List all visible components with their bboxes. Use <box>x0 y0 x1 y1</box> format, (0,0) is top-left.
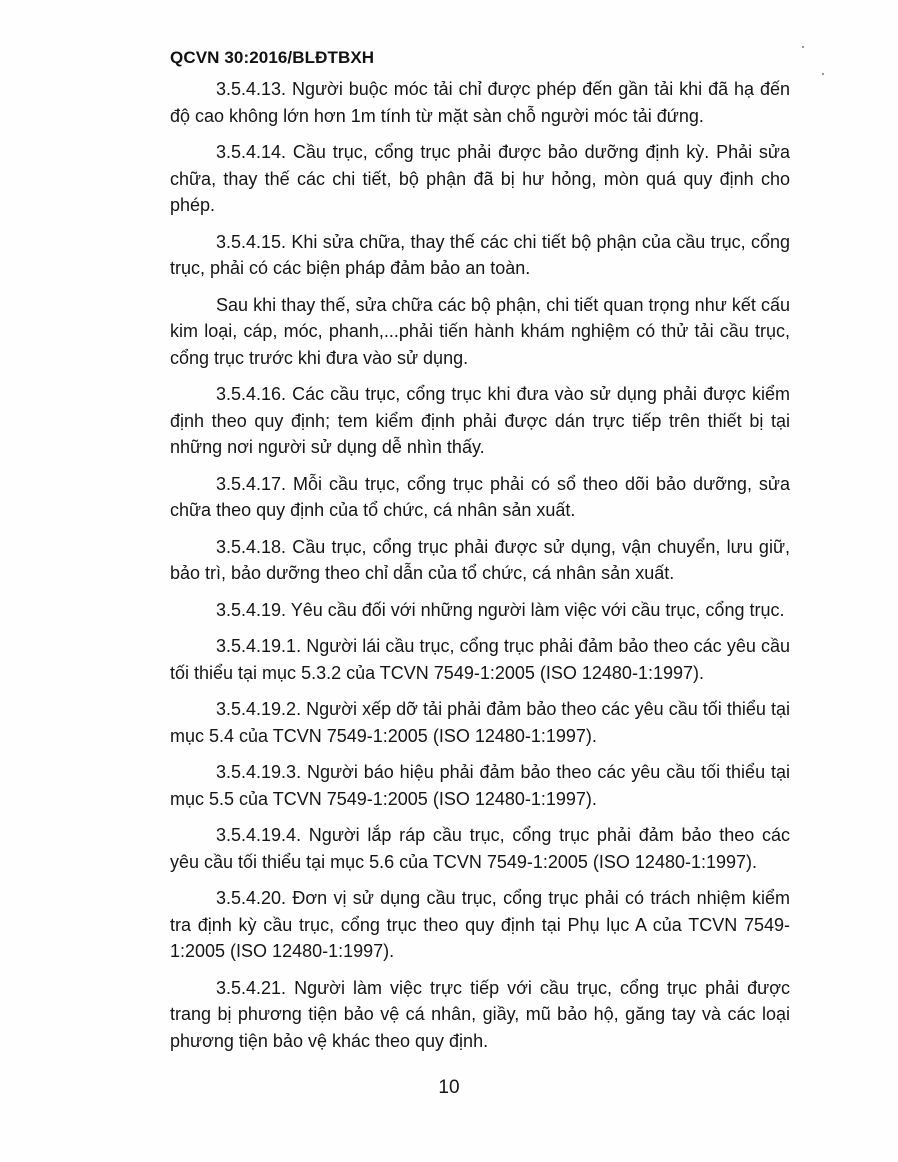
document-body <box>170 76 790 1064</box>
paragraph-3-5-4-19-4: 3.5.4.19.4. Người lắp ráp cầu trục, cổng trục phải đảm bảo theo các yêu cầu tối thiểu tại mục 5.6 của TCVN 7549-1:2005 (ISO 12480-1:1997). <box>170 825 790 872</box>
paragraph-3-5-4-19-2: 3.5.4.19.2. Người xếp dỡ tải phải đảm bảo theo các yêu cầu tối thiểu tại mục 5.4 của TCVN 7549-1:2005 (ISO 12480-1:1997). <box>170 699 790 746</box>
paragraph-3-5-4-17: 3.5.4.17. Mỗi cầu trục, cổng trục phải có sổ theo dõi bảo dưỡng, sửa chữa theo quy định của tổ chức, cá nhân sản xuất. <box>170 473 790 520</box>
paragraph-3-5-4-16: 3.5.4.16. Các cầu trục, cổng trục khi đưa vào sử dụng phải được kiểm định theo quy định; tem kiểm định phải được dán trực tiếp trên thiết bị tại những nơi người sử dụng dễ nhìn thấy. <box>170 384 790 457</box>
scan-speck <box>822 73 824 75</box>
paragraph-3-5-4-15-continued: Sau khi thay thế, sửa chữa các bộ phận, chi tiết quan trọng như kết cấu kim loại, cáp, móc, phanh,...phải tiến hành khám nghiệm có thử tải cầu trục, cổng trục trước khi đưa vào sử dụng. <box>170 294 790 368</box>
paragraph-3-5-4-19-3: 3.5.4.19.3. Người báo hiệu phải đảm bảo theo các yêu cầu tối thiểu tại mục 5.5 của TCVN 7549-1:2005 (ISO 12480-1:1997). <box>170 762 790 809</box>
paragraph-3-5-4-20: 3.5.4.20. Đơn vị sử dụng cầu trục, cổng trục phải có trách nhiệm kiểm tra định kỳ cầu trục, cổng trục theo quy định tại Phụ lục A của TCVN 7549-1:2005 (ISO 12480-1:1997). <box>170 888 790 961</box>
document-code-header: QCVN 30:2016/BLĐTBXH <box>170 48 375 67</box>
scan-speck <box>802 46 804 48</box>
paragraph-3-5-4-21: 3.5.4.21. Người làm việc trực tiếp với cầu trục, cổng trục phải được trang bị phương tiện bảo vệ cá nhân, giầy, mũ bảo hộ, găng tay và các loại phương tiện bảo vệ khác theo quy định. <box>170 977 790 1051</box>
paragraph-3-5-4-19: 3.5.4.19. Yêu cầu đối với những người làm việc với cầu trục, cổng trục. <box>216 599 785 620</box>
page-number: 10 <box>438 1077 460 1098</box>
paragraph-3-5-4-14: 3.5.4.14. Cầu trục, cổng trục phải được bảo dưỡng định kỳ. Phải sửa chữa, thay thế các chi tiết, bộ phận đã bị hư hỏng, mòn quá quy định cho phép. <box>170 142 790 215</box>
paragraph-3-5-4-18: 3.5.4.18. Cầu trục, cổng trục phải được sử dụng, vận chuyển, lưu giữ, bảo trì, bảo dưỡng theo chỉ dẫn của tổ chức, cá nhân sản xuất. <box>170 536 790 583</box>
paragraph-3-5-4-13: 3.5.4.13. Người buộc móc tải chỉ được phép đến gần tải khi đã hạ đến độ cao không lớn hơn 1m tính từ mặt sàn chỗ người móc tải đứng. <box>170 79 790 126</box>
paragraph-3-5-4-15: 3.5.4.15. Khi sửa chữa, thay thế các chi tiết bộ phận của cầu trục, cổng trục, phải có các biện pháp đảm bảo an toàn. <box>170 231 790 278</box>
paragraph-3-5-4-19-1: 3.5.4.19.1. Người lái cầu trục, cổng trục phải đảm bảo theo các yêu cầu tối thiểu tại mục 5.3.2 của TCVN 7549-1:2005 (ISO 12480-1:1997). <box>170 636 790 683</box>
